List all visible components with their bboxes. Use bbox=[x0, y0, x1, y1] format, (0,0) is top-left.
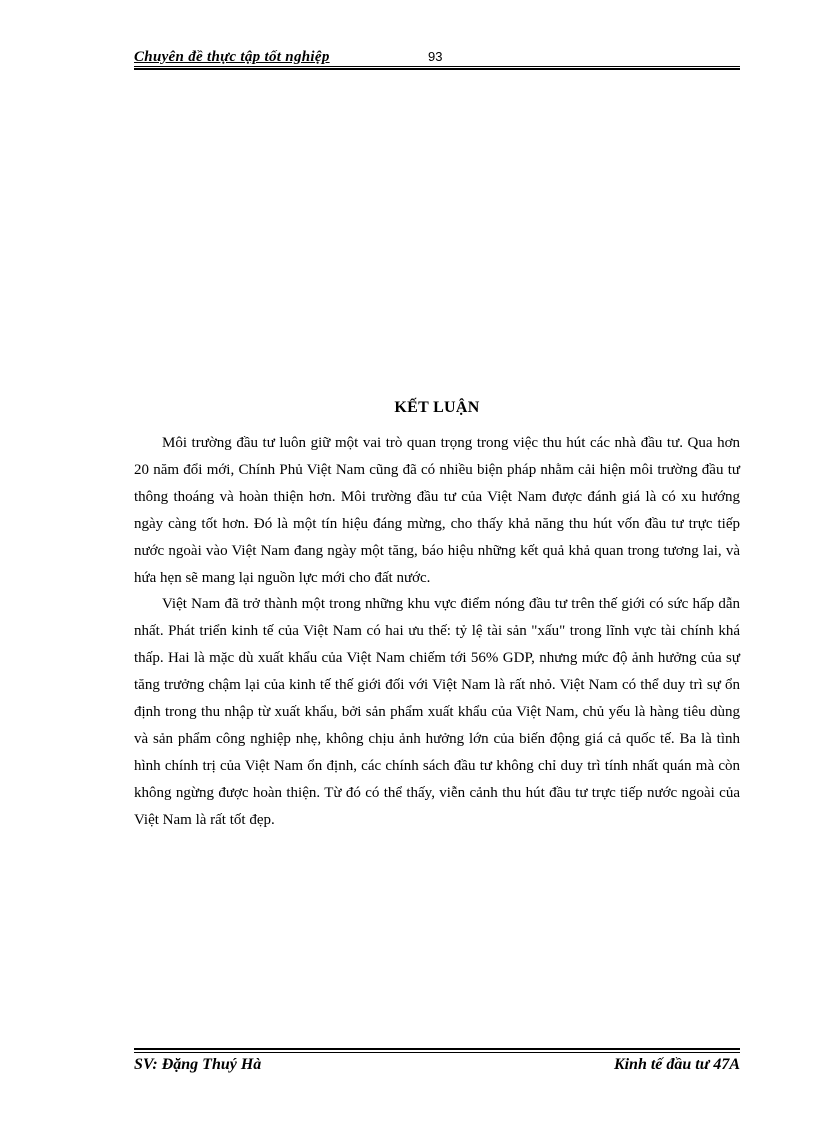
header-title: Chuyên đề thực tập tốt nghiệp bbox=[134, 49, 330, 65]
section-title: KẾT LUẬN bbox=[394, 399, 480, 416]
body-text bbox=[134, 430, 740, 834]
footer-class: Kinh tế đầu tư 47A bbox=[613, 1056, 740, 1073]
footer-rule-thin bbox=[134, 1052, 740, 1053]
header-rule-thick bbox=[134, 68, 740, 70]
paragraph-2: Việt Nam đã trở thành một trong những khu vực điểm nóng đầu tư trên thế giới có sức hấp dẫn nhất. Phát triển kinh tế của Việt Nam có hai ưu thế: tỷ lệ tài sản "xấu" trong lĩnh vực tài chính khá thấp. Hai là mặc dù xuất khẩu của Việt Nam chiếm tới 56% GDP, nhưng mức độ ảnh hưởng của sự tăng trưởng chậm lại của kinh tế thế giới đối với Việt Nam là rất nhỏ. Việt Nam có thể duy trì sự ổn định trong thu nhập từ xuất khẩu, bởi sản phẩm xuất khẩu của Việt Nam, chủ yếu là hàng tiêu dùng và sản phẩm công nghiệp nhẹ, không chịu ảnh hưởng lớn của biến động giá cả quốc tế. Ba là tình hình chính trị của Việt Nam ổn định, các chính sách đầu tư không chỉ duy trì tính nhất quán mà còn không ngừng được hoàn thiện. Từ đó có thể thấy, viễn cảnh thu hút đầu tư trực tiếp nước ngoài của Việt Nam là rất tốt đẹp. bbox=[134, 596, 740, 828]
page-number: 93 bbox=[428, 49, 443, 64]
paragraph-1: Môi trường đầu tư luôn giữ một vai trò quan trọng trong việc thu hút các nhà đầu tư. Qua hơn 20 năm đổi mới, Chính Phủ Việt Nam cũng đã có nhiều biện pháp nhằm cải hiện môi trường đầu tư thông thoáng và hoàn thiện hơn. Môi trường đầu tư của Việt Nam được đánh giá là có xu hướng ngày càng tốt hơn. Đó là một tín hiệu đáng mừng, cho thấy khả năng thu hút vốn đầu tư trực tiếp nước ngoài vào Việt Nam đang ngày một tăng, báo hiệu những kết quả khả quan trong tương lai, và hứa hẹn sẽ mang lại nguồn lực mới cho đất nước. bbox=[134, 435, 740, 586]
header-rule-thin bbox=[134, 66, 740, 67]
footer-rule-thick bbox=[134, 1048, 740, 1050]
footer-student: SV: Đặng Thuý Hà bbox=[134, 1056, 262, 1073]
